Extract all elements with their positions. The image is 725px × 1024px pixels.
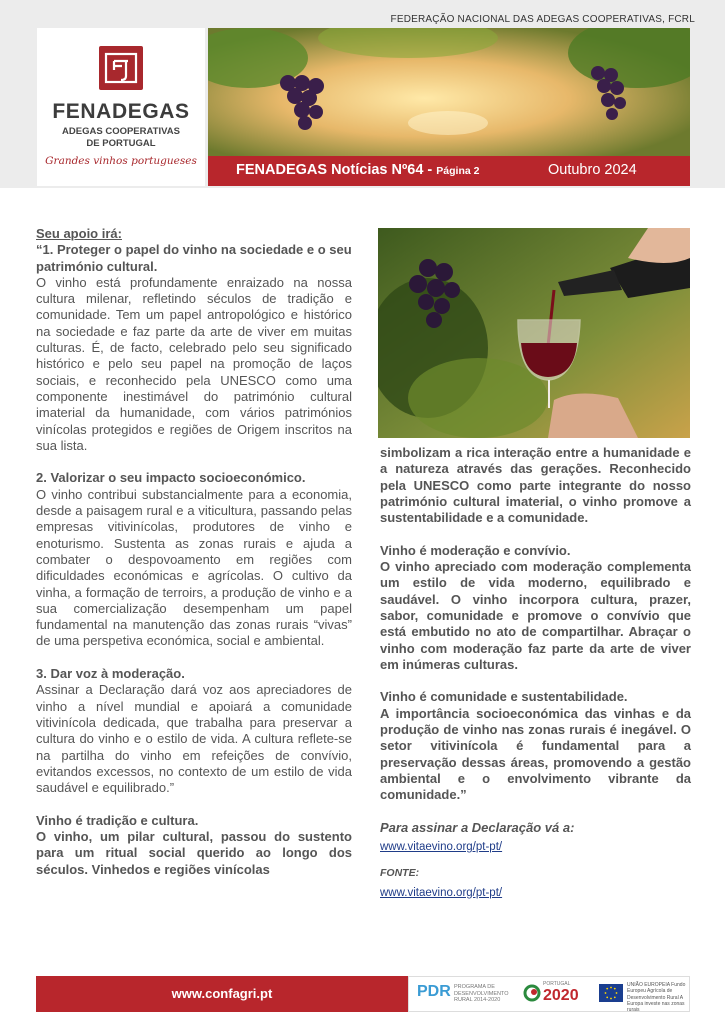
source-label: FONTE: [380,867,420,880]
pdr2020-text: PROGRAMA DE DESENVOLVIMENTO RURAL 2014-2020 [454,984,509,1003]
left-column [36,226,352,878]
section-5-title: Vinho é moderação e convívio. [380,542,571,558]
federation-name: FEDERAÇÃO NACIONAL DAS ADEGAS COOPERATIVAS, FCRL [390,14,695,25]
section-2-body: O vinho contribui substancialmente para a economia, desde a paisagem rural e a viticultura, passando pelas empresas vitivinícolas, produtores de vinho e enoturismo. Sustenta as zonas rurais e ajuda a combater o despovoamento em regiões com dificuldades económicas e agrícolas. O cultivo da vinha, a formação de terroirs, a produção de vinho e a sua comercialização desempenham um papel fundamental na manutenção das zonas rurais “vivas” de uma perspetiva económica, social e ambiental. [36,486,352,649]
portugal2020-mark-icon [523,980,541,1006]
section-5-body: O vinho apreciado com moderação complementa um estilo de vida moderno, equilibrado e saudável. O vinho incorpora cultura, prazer, sabor, comunidade e promove o convívio que está embutido no ato de compartilhar. Abraçar o vinho com moderação faz parte da arte de viver em inúmeras culturas. [380,559,691,672]
section-6-title: Vinho é comunidade e sustentabilidade. [380,689,628,705]
logo-name: FENADEGAS [52,100,190,123]
funding-logos [408,976,690,1012]
fenadegas-logo [37,28,205,186]
portugal2020-logo: 2020 [543,987,579,1004]
footer-band [36,976,408,1012]
right-column [380,445,691,901]
sign-declaration-link[interactable]: www.vitaevino.org/pt-pt/ [380,841,503,854]
pdr2020-logo: PDR [417,983,451,1000]
header-banner [208,28,690,186]
banner-title-strip [208,156,690,186]
wine-pouring-image [378,228,690,438]
intro-heading: Seu apoio irá: [36,226,122,241]
section-6-body: A importância socioeconómica das vinhas e da produção de vinho nas zonas rurais é inegável. O setor vitivinícola é fundamental para a preservação dessas áreas, promovendo a gestão ambiental e o envolvimento vibrante da comunidade.” [380,705,691,803]
logo-tagline: Grandes vinhos portugueses [45,155,197,167]
issue-date: Outubro 2024 [548,162,637,178]
logo-subtitle-1: ADEGAS COOPERATIVAS [62,126,180,137]
logo-emblem-icon [99,46,143,90]
section-2-title: 2. Valorizar o seu impacto socioeconómico. [36,470,306,486]
source-link[interactable]: www.vitaevino.org/pt-pt/ [380,886,503,899]
section-1-title: “1. Proteger o papel do vinho na sociedade e o seu património cultural. [36,242,352,274]
section-4-body: O vinho, um pilar cultural, passou do sustento para um ritual social querido ao longo dos séculos. Vinhedos e regiões vinícolas [36,828,352,877]
eu-flag-icon [599,984,623,1002]
section-3-body: Assinar a Declaração dará voz aos apreciadores de vinho a nível mundial e apoiará a comunidade vitivinícola dedicada, que trabalha para preservar a cultura do vinho e o estilo de vida. A cultura reflete-se na partilha do vinho em refeições de convívio, evitandos excessos, no contexto de um estilo de vida saudável e equilibrado.” [36,682,352,796]
page-number: Página 2 [436,165,480,177]
footer-website-link[interactable]: www.confagri.pt [171,986,273,1001]
grapes-banner-image [208,28,690,156]
logo-subtitle-2: DE PORTUGAL [86,138,156,149]
newsletter-title-text: FENADEGAS Notícias Nº64 - [236,162,437,178]
eu-text: UNIÃO EUROPEIA Fundo Europeu Agrícola de Desenvolvimento Rural A Europa investe nas zonas rurais [627,982,686,1014]
newsletter-title [236,162,479,178]
sign-declaration-label: Para assinar a Declaração vá a: [380,819,575,835]
section-3-title: 3. Dar voz à moderação. [36,666,185,682]
portugal2020-label: PORTUGAL [543,981,571,987]
footer [36,976,690,1012]
section-4-continued: simbolizam a rica interação entre a humanidade e a natureza através das gerações. Reconhecido pela UNESCO como parte integrante do nosso património cultural imaterial, o vinho promove a sustentabilidade e a comunidade. [380,445,691,526]
section-4-title: Vinho é tradição e cultura. [36,812,199,828]
section-1-body: O vinho está profundamente enraizado na nossa cultura milenar, refletindo séculos de tradição e comunidade. Tem um papel antropológico e histórico na sociedade e faz parte da arte de viver em muitas culturas. É, de facto, celebrado pelo seu significado histórico e pelo seu papel na promoção de laços sociais, e reconhecido pela UNESCO como uma componente inestimável do património cultural imaterial da humanidade, com vários patrimónios vinícolas protegidos e regiões de Origem inscritos na sua lista. [36,274,352,453]
